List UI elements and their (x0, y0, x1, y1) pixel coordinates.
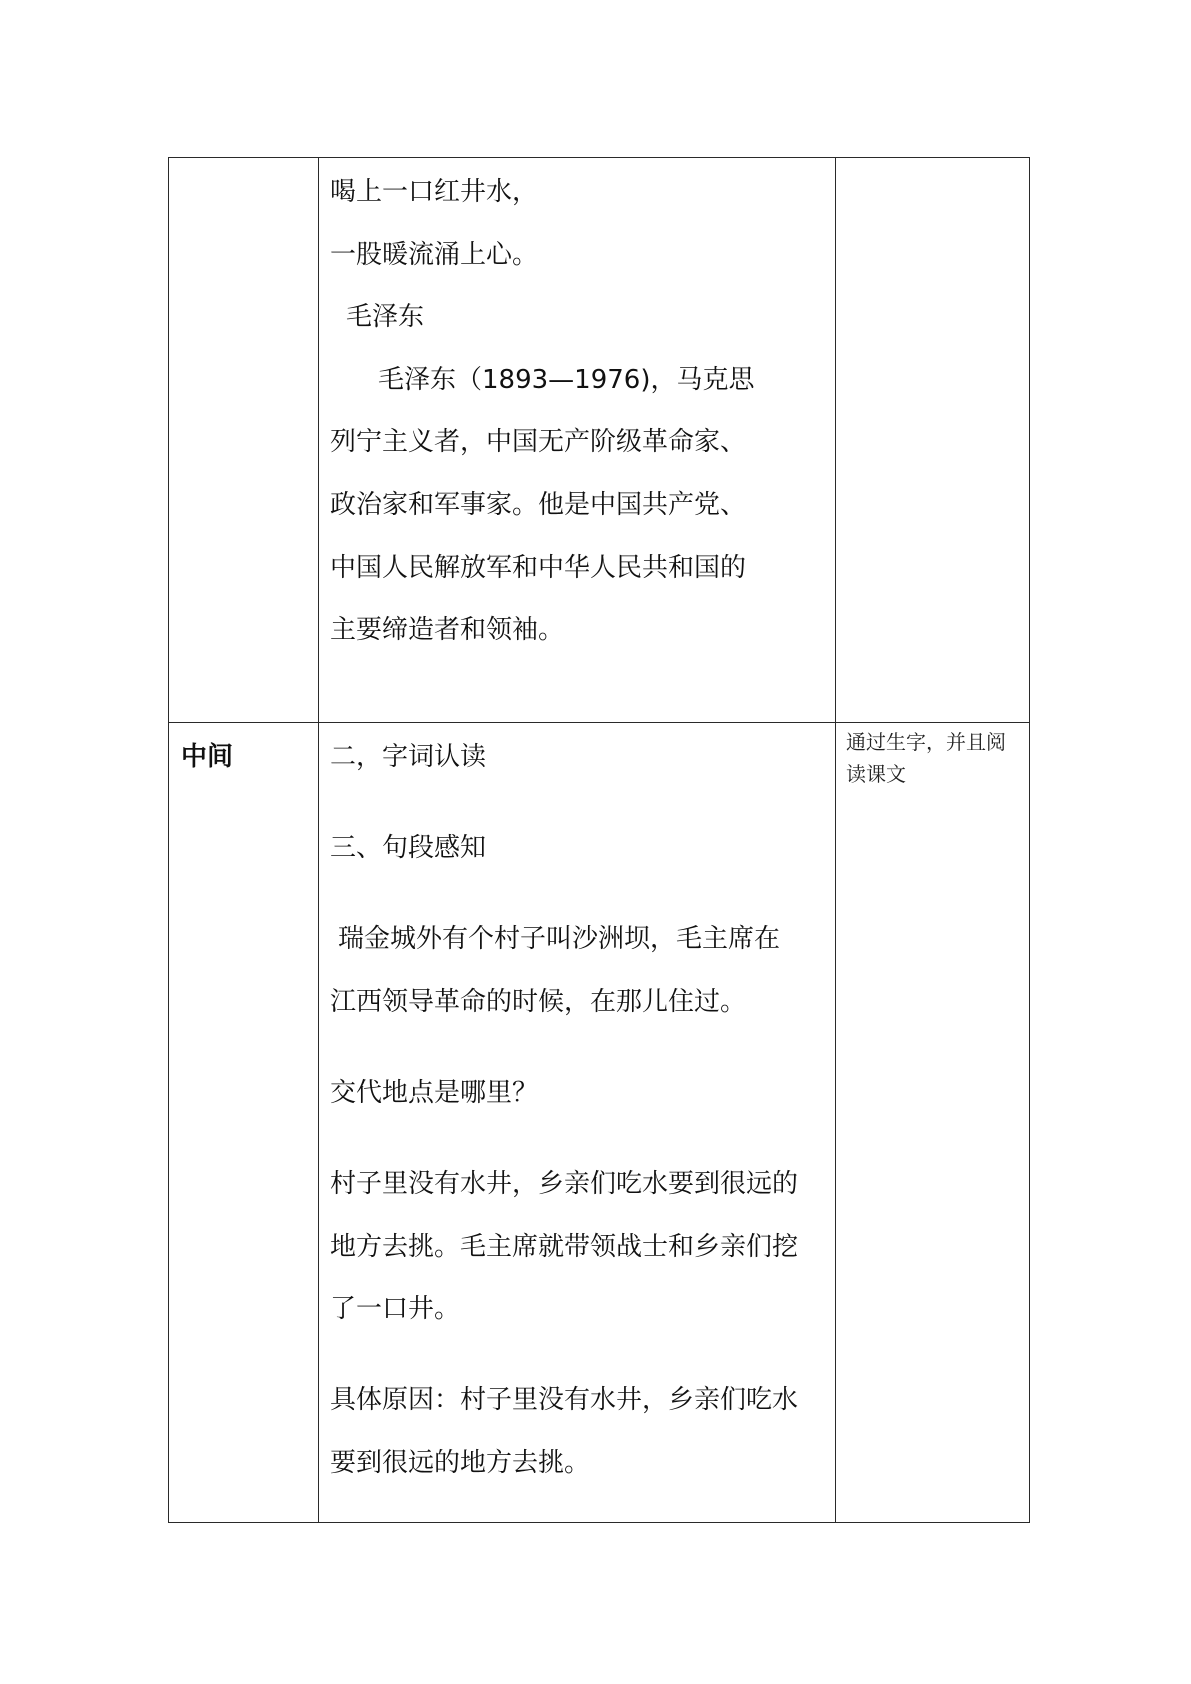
lesson-step-heading: 三、句段感知 (330, 833, 487, 863)
table-left-border (168, 157, 169, 1523)
author-bio-line: 毛泽东（1893—1976)，马克思 (378, 365, 755, 395)
section-label: 中间 (181, 742, 234, 772)
table-column-divider-1 (318, 157, 319, 1523)
table-column-divider-2 (835, 157, 836, 1523)
teaching-note: 通过生字，并且阅读课文 (846, 730, 1006, 786)
passage-line: 村子里没有水井，乡亲们吃水要到很远的 (330, 1169, 799, 1199)
table-top-border (168, 157, 1029, 158)
passage-line: 了一口井。 (330, 1294, 461, 1324)
author-bio-line: 政治家和军事家。他是中国共产党、 (330, 490, 747, 520)
author-heading: 毛泽东 (346, 302, 425, 332)
passage-line: 江西领导革命的时候，在那儿住过。 (330, 987, 747, 1017)
table-right-border (1029, 157, 1030, 1523)
answer-line: 具体原因：村子里没有水井，乡亲们吃水 (330, 1385, 799, 1415)
author-bio-line: 主要缔造者和领袖。 (330, 615, 565, 645)
table-bottom-border (168, 1522, 1029, 1523)
question-line: 交代地点是哪里？ (330, 1078, 539, 1108)
answer-line: 要到很远的地方去挑。 (330, 1448, 591, 1478)
passage-line: 地方去挑。毛主席就带领战士和乡亲们挖 (330, 1232, 799, 1262)
table-row-divider (168, 722, 1029, 723)
passage-line: 瑞金城外有个村子叫沙洲坝，毛主席在 (338, 924, 781, 954)
lesson-step-heading: 二，字词认读 (330, 742, 487, 772)
poem-line: 一股暖流涌上心。 (330, 240, 539, 270)
poem-line: 喝上一口红井水， (330, 177, 539, 207)
author-bio-line: 列宁主义者，中国无产阶级革命家、 (330, 427, 747, 457)
author-bio-line: 中国人民解放军和中华人民共和国的 (330, 553, 747, 583)
